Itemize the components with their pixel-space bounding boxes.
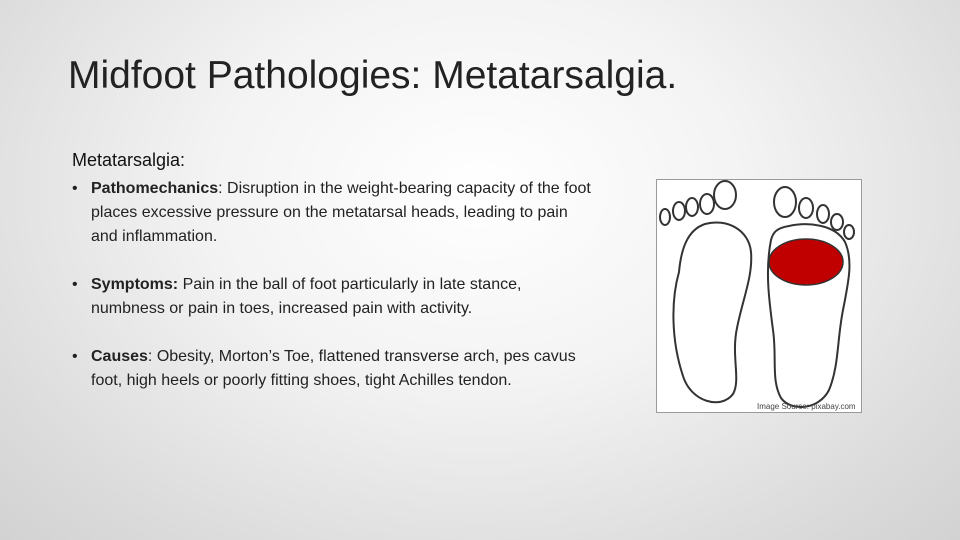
left-big-toe — [714, 181, 736, 209]
left-toe — [700, 194, 714, 214]
bullet-term: Causes — [91, 348, 148, 365]
subheading: Metatarsalgia: — [72, 150, 186, 170]
bullet-symptoms — [72, 273, 592, 321]
right-big-toe — [774, 187, 796, 217]
slide-body — [72, 150, 592, 417]
bullet-list — [72, 177, 592, 393]
bullet-text: Pain in the ball of foot particularly in late stance, numbness or pain in toes, increased pain with activity. — [91, 276, 522, 317]
bullet-text: : Obesity, Morton’s Toe, flattened transverse arch, pes cavus foot, high heels or poorly fitting shoes, tight Achilles tendon. — [91, 348, 576, 389]
bullet-dot: • — [72, 276, 78, 293]
bullet-dot: • — [72, 348, 78, 365]
image-credit: Image Source: pixabay.com — [757, 402, 856, 411]
right-toe — [844, 225, 854, 239]
bullet-text: : Disruption in the weight-bearing capacity of the foot places excessive pressure on the metatarsal heads, leading to pain and inflammation. — [91, 180, 591, 245]
foot-illustration — [656, 179, 862, 413]
slide-title: Midfoot Pathologies: Metatarsalgia. — [68, 54, 678, 97]
left-foot-outline — [673, 222, 751, 402]
bullet-causes — [72, 345, 592, 393]
bullet-term: Pathomechanics — [91, 180, 219, 197]
pain-area-highlight — [769, 239, 843, 285]
bullet-dot: • — [72, 180, 78, 197]
right-toe — [817, 205, 829, 223]
bullet-pathomechanics — [72, 177, 592, 249]
right-toe — [799, 198, 813, 218]
left-toe — [673, 202, 685, 220]
right-toe — [831, 214, 843, 230]
left-toe — [686, 198, 698, 216]
foot-soles-image — [657, 180, 862, 413]
left-toe — [660, 209, 670, 225]
bullet-term: Symptoms: — [91, 276, 179, 293]
